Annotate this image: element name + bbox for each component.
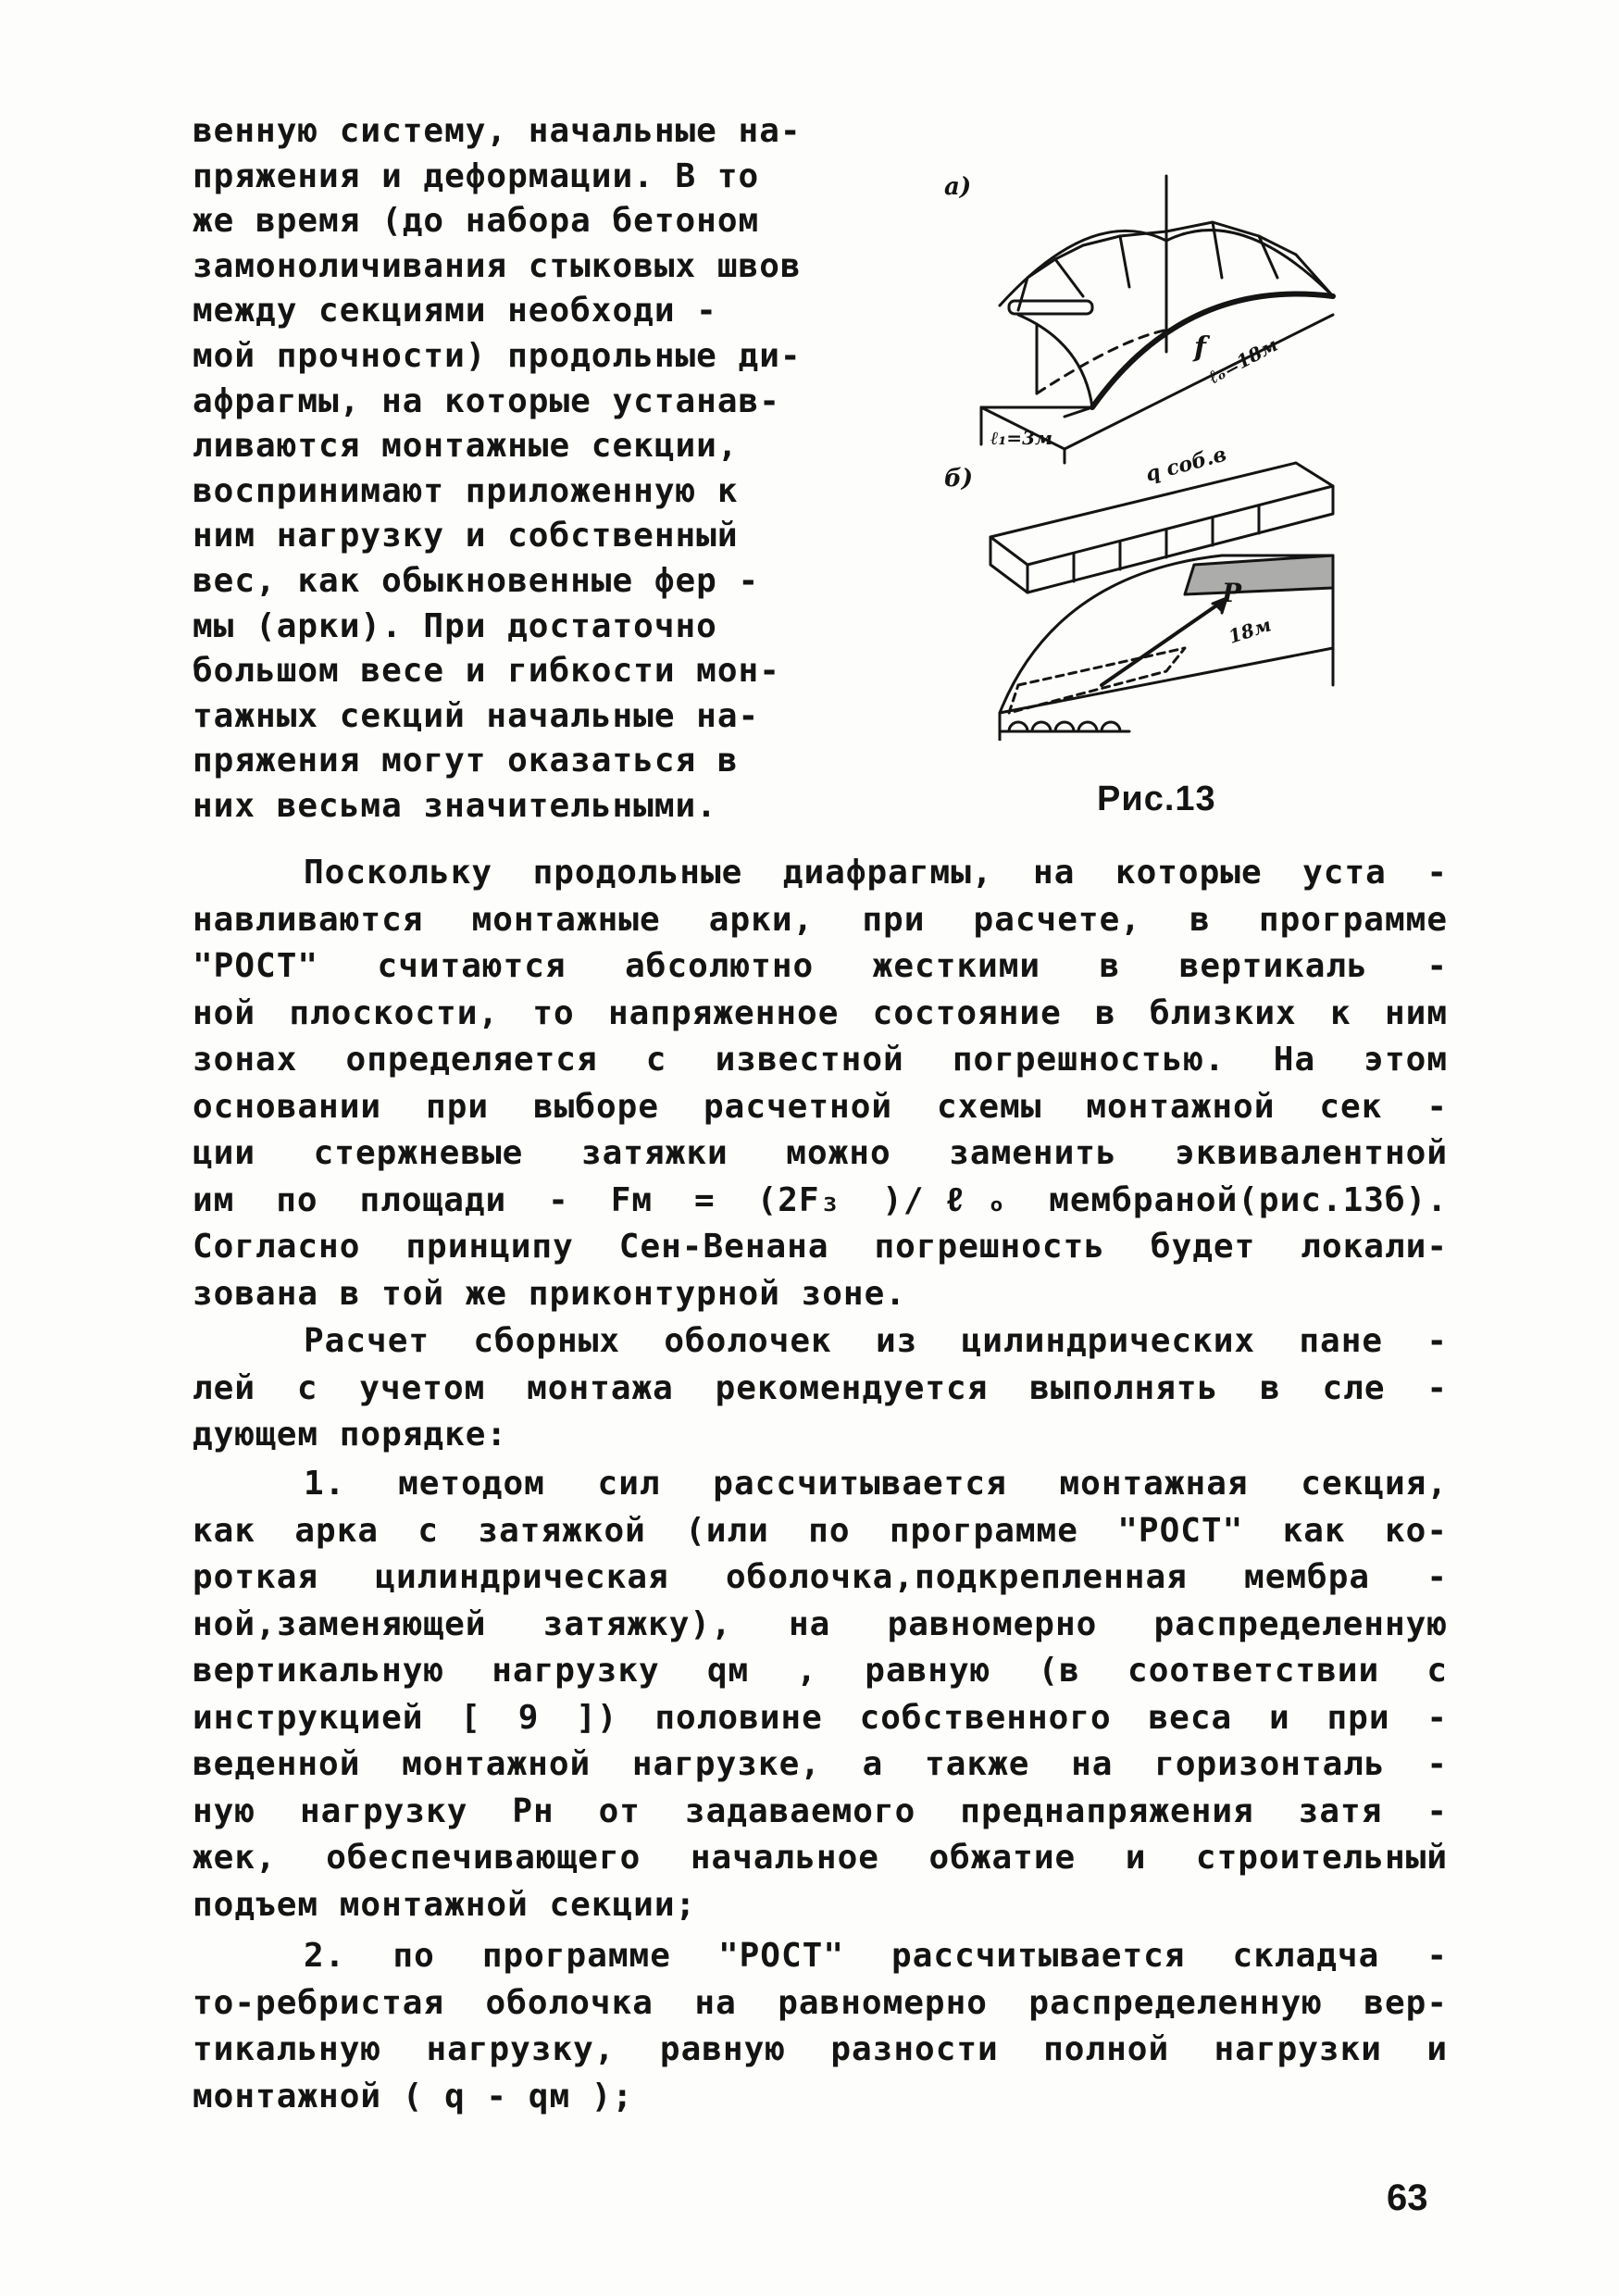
list-item-1 xyxy=(193,1461,1448,1928)
text-line: между секциями необходи - xyxy=(193,292,717,331)
text-line: вертикальную нагрузку qм , равную (в соответствии с xyxy=(193,1652,1448,1690)
text-line: "РОСТ" считаются абсолютно жесткими в вертикаль - xyxy=(193,947,1448,985)
text-line: ции стержневые затяжки можно заменить эквивалентной xyxy=(193,1134,1448,1172)
label-a: а) xyxy=(944,173,972,201)
text-line: же время (до набора бетоном xyxy=(193,202,760,241)
text-line: пряжения и деформации. В то xyxy=(193,156,760,195)
paragraph-2 xyxy=(193,1318,1448,1459)
label-q-own: q соб.в xyxy=(1142,442,1229,487)
text-line: веденной монтажной нагрузке, а также на горизонталь - xyxy=(193,1745,1448,1783)
text-line: зонах определяется с известной погрешностью. На этом xyxy=(193,1041,1448,1079)
figure-13 xyxy=(944,167,1389,741)
text-line: как арка с затяжкой (или по программе "РОСТ" как ко- xyxy=(193,1511,1448,1550)
text-line: Расчет сборных оболочек из цилиндрических пане - xyxy=(304,1322,1448,1360)
text-line: пряжения могут оказаться в xyxy=(193,742,739,780)
text-line: навливаются монтажные арки, при расчете, в программе xyxy=(193,900,1448,939)
text-line: них весьма значительными. xyxy=(193,786,717,825)
text-line: дующем порядке: xyxy=(193,1416,508,1454)
text-line: ную нагрузку Pн от задаваемого преднапряжения затя - xyxy=(193,1791,1448,1830)
arch-section-drawing xyxy=(981,176,1333,463)
text-line: большом весе и гибкости мон- xyxy=(193,652,780,691)
text-line: замоноличивания стыковых швов xyxy=(193,246,802,285)
column-text xyxy=(193,109,864,830)
text-line: ной,заменяющей затяжку), на равномерно распределенную xyxy=(193,1604,1448,1643)
text-line: то-ребристая оболочка на равномерно распределенную вер- xyxy=(193,1983,1448,2022)
text-line: ливаются монтажные секции, xyxy=(193,427,739,466)
page-number: 63 xyxy=(1387,2177,1428,2218)
text-line: воспринимают приложенную к xyxy=(193,471,739,510)
text-line: им по площади - Fм = (2F₃ )/ℓₒ мембраной(рис.13б). xyxy=(193,1180,1448,1219)
label-b: б) xyxy=(944,465,974,493)
label-p: P xyxy=(1222,578,1242,608)
text-line: венную систему, начальные на- xyxy=(193,112,802,150)
figure-caption: Рис.13 xyxy=(1097,780,1216,818)
text-line: мой прочности) продольные ди- xyxy=(193,336,802,375)
text-line: Согласно принципу Сен-Венана погрешность будет локали- xyxy=(193,1228,1448,1266)
text-line: тажных секций начальные на- xyxy=(193,696,760,735)
label-18m: 18м xyxy=(1226,613,1275,648)
text-line: ной плоскости, то напряженное состояние в близких к ним xyxy=(193,993,1448,1032)
shell-panel-drawing xyxy=(1000,555,1333,741)
text-line: роткая цилиндрическая оболочка,подкрепленная мембра - xyxy=(193,1558,1448,1596)
text-line: ним нагрузку и собственный xyxy=(193,517,739,555)
text-line: вес, как обыкновенные фер - xyxy=(193,561,760,600)
text-line: Поскольку продольные диафрагмы, на которые уста - xyxy=(304,854,1448,892)
text-line: тикальную нагрузку, равную разности полной нагрузки и xyxy=(193,2030,1448,2068)
text-line: мы (арки). При достаточно xyxy=(193,606,717,645)
text-line: основании при выборе расчетной схемы монтажной сек - xyxy=(193,1087,1448,1126)
label-span: ℓₒ=18м xyxy=(1204,332,1282,389)
paragraph-1 xyxy=(193,850,1448,1317)
text-line: лей с учетом монтажа рекомендуется выполнять в сле - xyxy=(193,1368,1448,1407)
list-item-2 xyxy=(193,1933,1448,2120)
label-f: f xyxy=(1194,331,1206,364)
text-line: жек, обеспечивающего начальное обжатие и строительный xyxy=(193,1839,1448,1877)
text-line: зована в той же приконтурной зоне. xyxy=(193,1274,906,1313)
text-line: афрагмы, на которые устанав- xyxy=(193,381,780,420)
text-line: монтажной ( q - qм ); xyxy=(193,2077,634,2115)
text-line: подъем монтажной секции; xyxy=(193,1885,697,1924)
text-line: 1. методом сил рассчитывается монтажная секция, xyxy=(304,1465,1448,1503)
text-line: инструкцией [ 9 ]) половине собственного веса и при - xyxy=(193,1698,1448,1737)
label-width: ℓ₁=3м xyxy=(990,427,1052,449)
text-line: 2. по программе "РОСТ" рассчитывается складча - xyxy=(304,1937,1448,1975)
